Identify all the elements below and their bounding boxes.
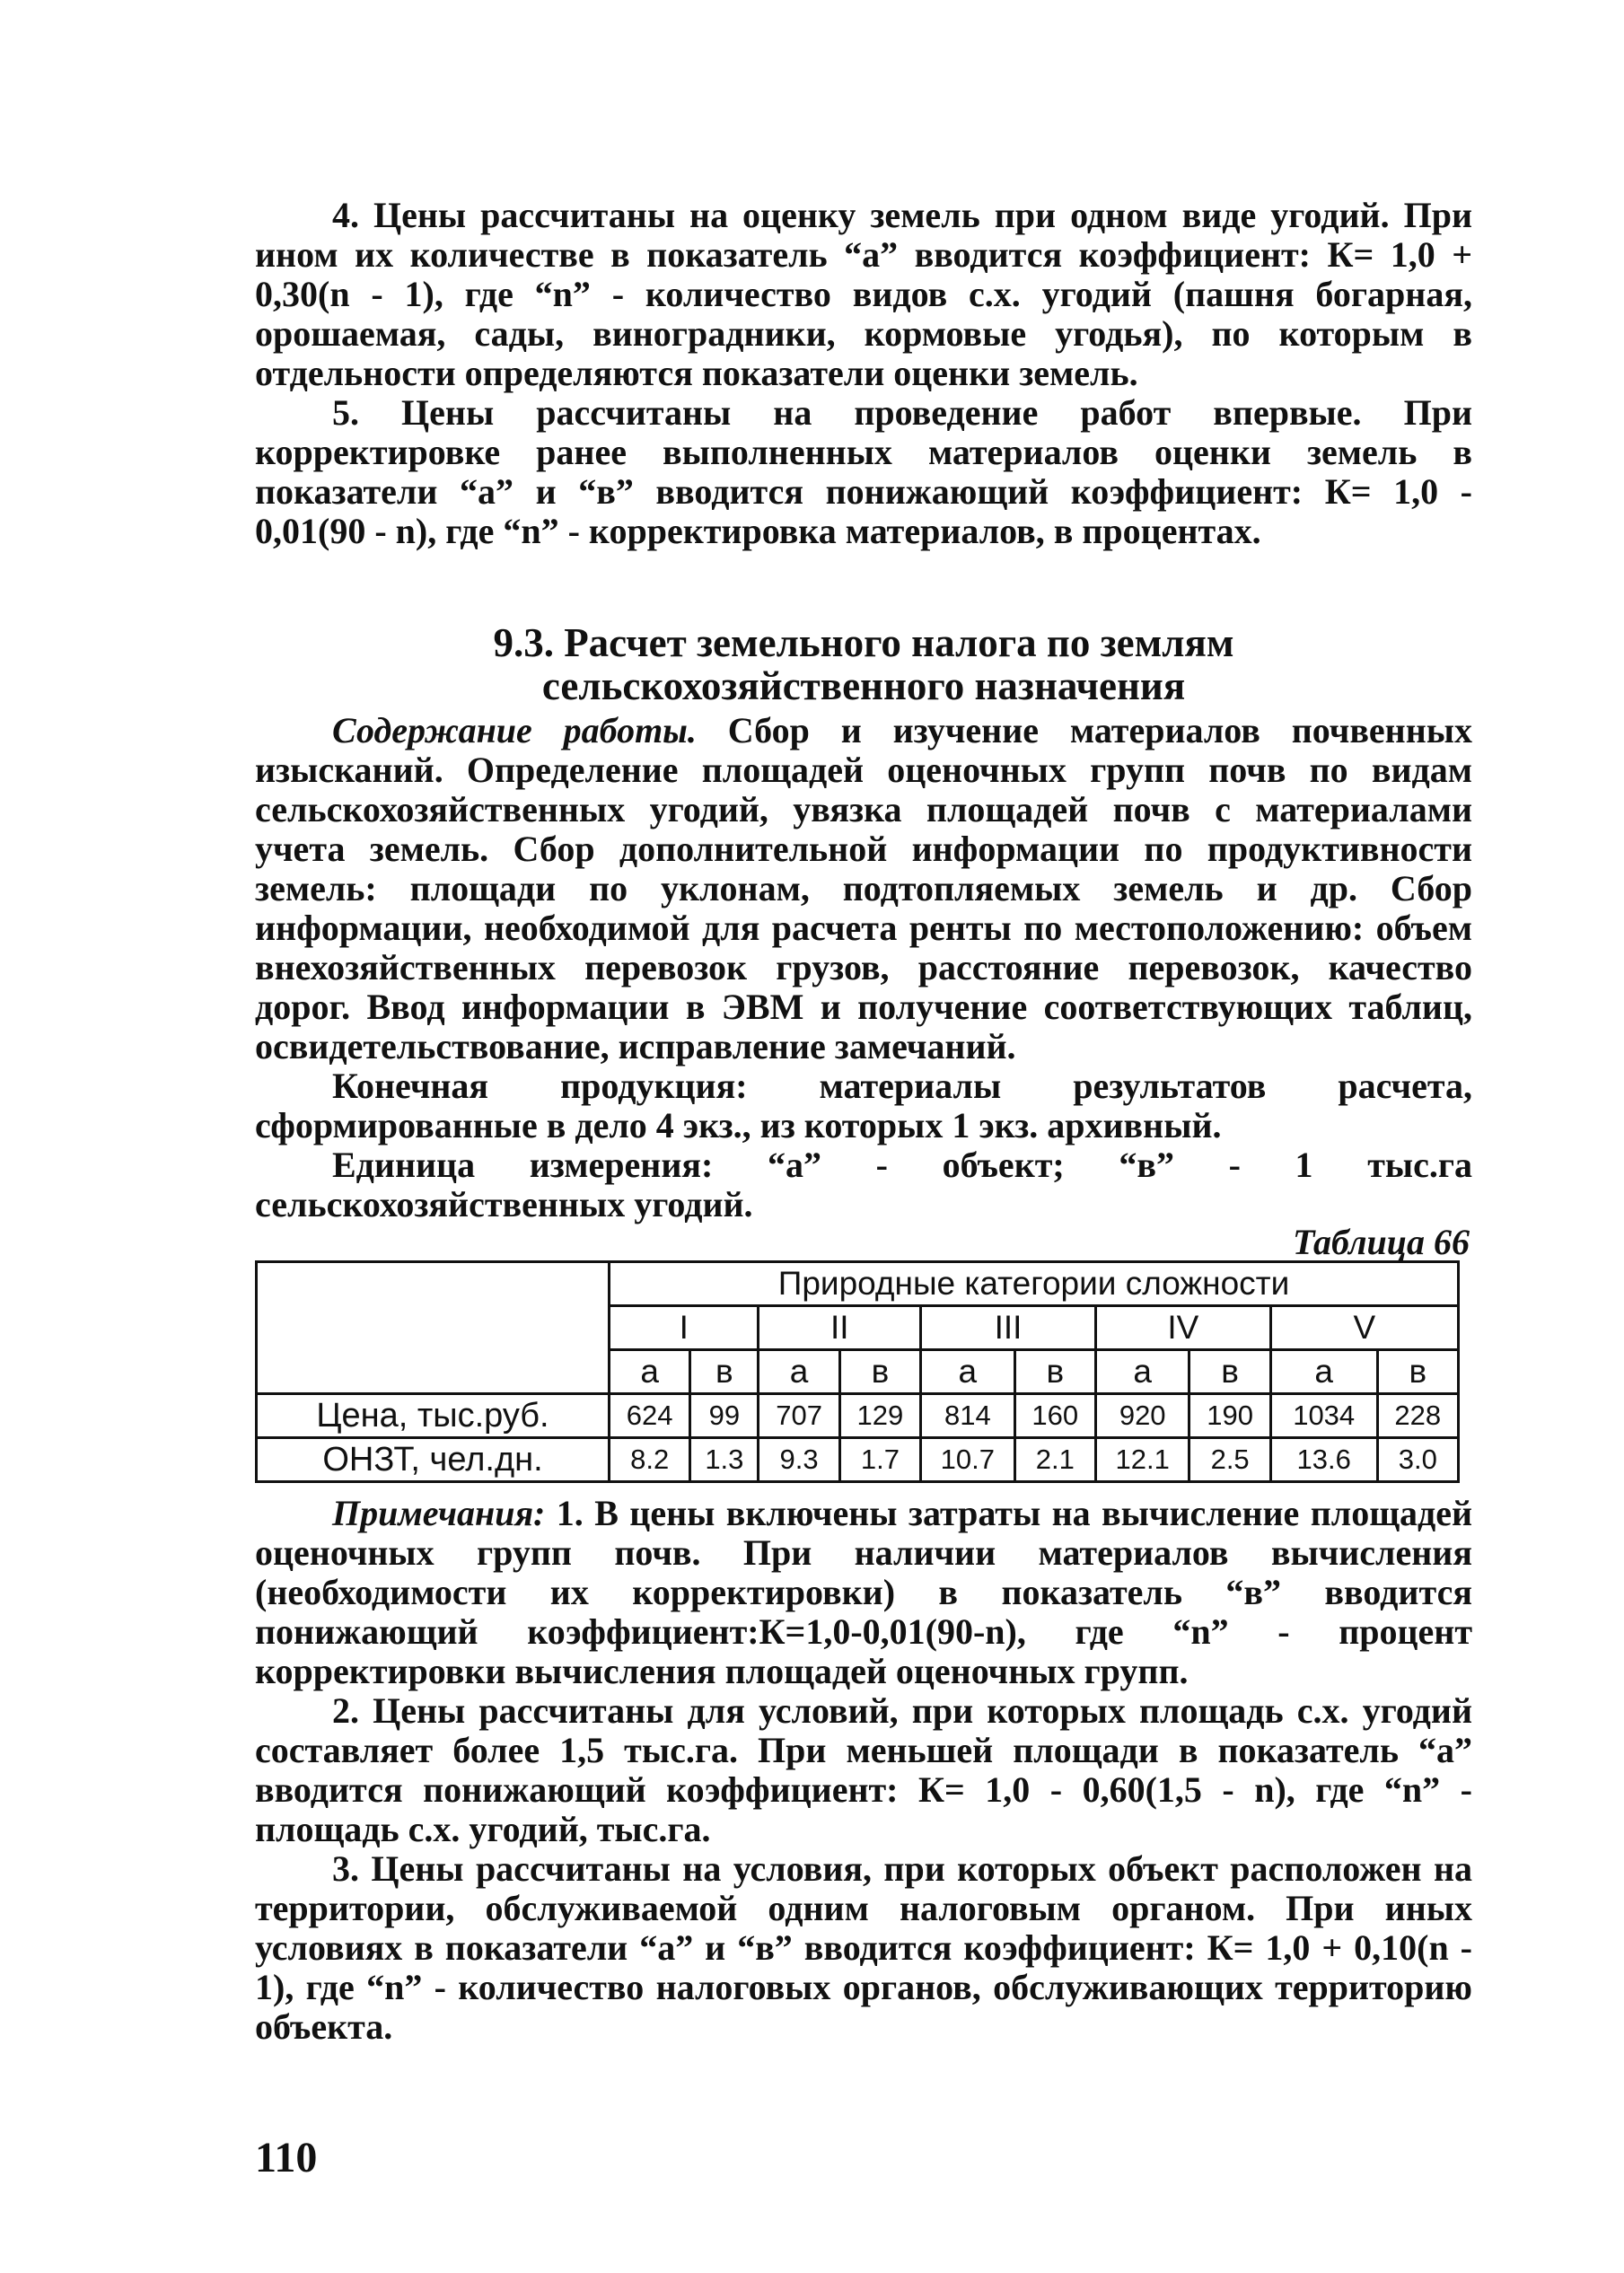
table-cell: 9.3 — [759, 1438, 839, 1482]
category-header: I — [610, 1306, 759, 1350]
note-1 — [255, 1494, 1472, 1691]
content-section — [255, 711, 1472, 1224]
row-label: ОНЗТ, чел.дн. — [257, 1438, 610, 1482]
work-content-label: Содержание работы. — [332, 710, 697, 750]
intro-section — [255, 196, 1472, 551]
table-cell: 228 — [1377, 1394, 1458, 1438]
table-cell: 10.7 — [921, 1438, 1015, 1482]
table-cell: 2.5 — [1189, 1438, 1270, 1482]
table-cell: 920 — [1095, 1394, 1189, 1438]
table-cell: 2.1 — [1014, 1438, 1095, 1482]
table-cell: 814 — [921, 1394, 1015, 1438]
table-corner-cell — [257, 1262, 610, 1394]
table-caption: Таблица 66 — [1293, 1222, 1470, 1262]
subcol-header: в — [690, 1350, 759, 1394]
table-cell: 1.7 — [839, 1438, 920, 1482]
paragraph-4: 4. Цены рассчитаны на оценку земель при одном виде угодий. При ином их количестве в показатель “а” вводится коэффициент: К= 1,0 + 0,30(n - 1), где “n” - количество видов с.х. угодий (пашня богарная, орошаемая, сады, виноградники, кормовые угодья), по которым в отдельности определяются показатели оценки земель. — [255, 195, 1472, 393]
table-row-onzt — [257, 1438, 1459, 1482]
page-number: 110 — [255, 2134, 318, 2181]
note-1-text: 1. В цены включены затраты на вычисление площадей оценочных групп почв. При наличии материалов вычисления (необходимости их корректировки) в показатель “в” вводится понижающий коэффициент:К=1,0-0,01(90-n), где “n” - процент корректировки вычисления площадей оценочных групп. — [255, 1493, 1472, 1691]
heading-line-2: сельскохозяйственного назначения — [541, 663, 1186, 708]
subcol-header: а — [610, 1350, 690, 1394]
final-product-paragraph: Конечная продукция: материалы результатов расчета, сформированные в дело 4 экз., из которых 1 экз. архивный. — [255, 1066, 1472, 1145]
row-label: Цена, тыс.руб. — [257, 1394, 610, 1438]
note-3: 3. Цены рассчитаны на условия, при которых объект расположен на территории, обслуживаемой одним налоговым органом. При иных условиях в показатели “а” и “в” вводится коэффициент: К= 1,0 + 0,10(n - 1), где “n” - количество налоговых органов, обслуживающих территорию объекта. — [255, 1848, 1472, 2047]
notes-section — [255, 1494, 1472, 2047]
subcol-header: а — [759, 1350, 839, 1394]
table-cell: 190 — [1189, 1394, 1270, 1438]
subcol-header: в — [839, 1350, 920, 1394]
group-header: Природные категории сложности — [610, 1262, 1459, 1306]
subcol-header: а — [1270, 1350, 1377, 1394]
subcol-header: в — [1377, 1350, 1458, 1394]
work-content-text: Сбор и изучение материалов почвенных изысканий. Определение площадей оценочных групп почв по видам сельскохозяйственных угодий, увязка площадей почв с материалами учета земель. Сбор дополнительной информации по продуктивности земель: площади по уклонам, подтопляемых земель и др. Сбор информации, необходимой для расчета ренты по местоположению: объем внехозяйственных перевозок грузов, расстояние перевозок, качество дорог. Ввод информации в ЭВМ и получение соответствующих таблиц, освидетельствование, исправление замечаний. — [255, 710, 1472, 1066]
notes-label: Примечания: — [332, 1493, 546, 1533]
category-header: IV — [1095, 1306, 1270, 1350]
table-cell: 624 — [610, 1394, 690, 1438]
table-cell: 707 — [759, 1394, 839, 1438]
subcol-header: в — [1189, 1350, 1270, 1394]
table-cell: 99 — [690, 1394, 759, 1438]
subcol-header: а — [921, 1350, 1015, 1394]
table-cell: 160 — [1014, 1394, 1095, 1438]
table-cell: 12.1 — [1095, 1438, 1189, 1482]
price-table — [255, 1260, 1460, 1483]
category-header: III — [921, 1306, 1096, 1350]
work-content-paragraph — [255, 711, 1472, 1066]
category-header: II — [759, 1306, 921, 1350]
category-header: V — [1270, 1306, 1458, 1350]
table-cell: 8.2 — [610, 1438, 690, 1482]
subcol-header: в — [1014, 1350, 1095, 1394]
table-cell: 3.0 — [1377, 1438, 1458, 1482]
heading-line-1: 9.3. Расчет земельного налога по землям — [493, 620, 1234, 665]
section-heading — [255, 621, 1472, 707]
note-2: 2. Цены рассчитаны для условий, при которых площадь с.х. угодий составляет более 1,5 тыс.га. При меньшей площади в показатель “а” вводится понижающий коэффициент: К= 1,0 - 0,60(1,5 - n), где “n” - площадь с.х. угодий, тыс.га. — [255, 1690, 1472, 1849]
table-row-price — [257, 1394, 1459, 1438]
table-cell: 13.6 — [1270, 1438, 1377, 1482]
table-cell: 129 — [839, 1394, 920, 1438]
paragraph-5: 5. Цены рассчитаны на проведение работ впервые. При корректировке ранее выполненных материалов оценки земель в показатели “а” и “в” вводится понижающий коэффициент: К= 1,0 - 0,01(90 - n), где “n” - корректировка материалов, в процентах. — [255, 392, 1472, 551]
unit-paragraph: Единица измерения: “а” - объект; “в” - 1 тыс.га сельскохозяйственных угодий. — [255, 1145, 1472, 1224]
table-cell: 1.3 — [690, 1438, 759, 1482]
table-cell: 1034 — [1270, 1394, 1377, 1438]
table-header-row-1 — [257, 1262, 1459, 1306]
subcol-header: а — [1095, 1350, 1189, 1394]
